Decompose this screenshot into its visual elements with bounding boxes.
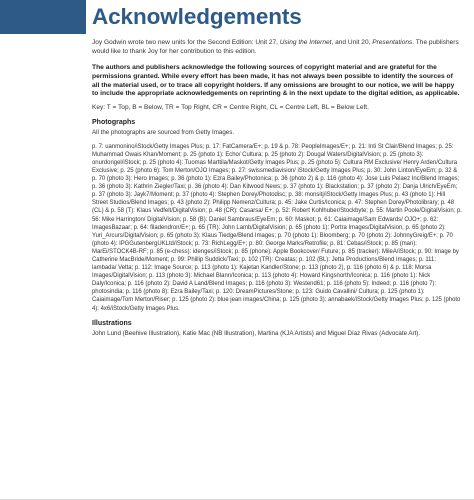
page-corner-tab [0, 0, 86, 34]
page-title: Acknowledgements [92, 4, 302, 29]
photographs-heading: Photographs [92, 119, 136, 127]
intro-paragraph: Joy Godwin wrote two new units for the Second Edition: Unit 27, Using the Internet, and Unit 20, Presentations. The publishers would like to thank Joy for her contribution to this edition. [92, 39, 459, 55]
illustration-credits: John Lund (Beehive Illustration), Katie Mac (NB Illustration), Martina (KJA Artists) and Miguel Díaz Rivas (Advocate Art). [92, 329, 421, 337]
unit-title-presentations: Presentations [372, 39, 413, 46]
illustrations-heading: Illustrations [92, 319, 132, 327]
photo-credits: p. 7: uanmonino/iStock/Getty Images Plus; p. 17: FatCamera/E+; p. 19 & p. 78: PeopleImages/E+; p. 21: Inti St Clair/Blend Images; p. 25: Muhammad Owais Khan/Moment; p. 25 (photo 1): Echo/ Cultura; p. 25 (photo 2): Dougal Waters/DigitalVision; p. 25 (photo 3): onurdongel/iStock; p. 25 (photo 4): Tuomas Marttila/Maskot/Getty Images Plus; p. 25 (photo 5): Cultura RM Exclusive/ Henry Arden/Cultura Exclusive; p. 25 (photo 6): Tom Merton/OJO Images; p. 27: swissmediavision/ iStock/Getty Images Plus; p. 30: John Linton/EyeEm; p. 32 & p. 70 (photo 3): Hero Images; p. 36 (photo 1): Ezra Bailey/Photonica; p. 36 (photo 2) & p. 116 (photo 4): Jose Luis Pelaez Inc/Blend Images; p. 36 (photo 3): Kathrin Ziegler/Taxi; p. 36 (photo 4): Dan Kitwood News; p. 37 (photo 1): Blackstation; p. 37 (photo 2): Danja Ulrich/EyeEm; p. 37 (photo 3): Jayk7/Moment; p. 37 (photo 4): Stephen Dorey/Photodisc; p. 38: monsitj/iStock/Getty Images Plus; p. 43 (photo 1): Hill Street Studios/Blend Images; p. 43 (photo 2): Philipp Nemenz/Cultura; p. 45: Jake Curtis/Iconica; p. 47: Stephen Dorey/Photolibrary; p. 48 (CL) & p. 58 (T): Klaus Vedfelt/DigitalVision; p. 48 (CR): Casarsa/ E+; p. 52: Robert Kohlhuber/Stockbyte; p. 55: Martin Poole/DigitalVision; p. 56: Mike Harrington/ DigitalVision; p. 58 (B): Daniel Sambraus/EyeEm; p. 60: Maskot; p. 61: Caiaimage/Sam Edwards/ OJO+; p. 62: ImagesBazaar; p. 64: filadendron/E+; p. 65 (TR): John Lamb/DigitalVision; p. 65 (photo 1): Portra Images/DigitalVision; p. 65 (photo 2): Yuri_Arcurs/DigitalVision; p. 65 (photo 3): Klaus Tiedge/Blend Images; p. 70 (photo 1): Bloomberg; p. 70 (photo 2): JohnnyGreig/E+; p. 70 (photo 4): IPGGutenbergUKLtd/iStock; p. 73: RichLegg/E+; p. 80: George Marks/Retrofile; p. 81: Cebas/iStock; p. 85 (man): MarEi/STOCK4B-RF; p. 85 (e-chess): idenges/iStock; p. 85 (phone): Apple Bookcover/ Future; p. 85 (tracker): MileA/iStock; p. 90: Image by Catherine MacBride/Moment; p. 99: Phillip Suddick/Taxi; p. 102 (TR): Creatas; p. 102 (BL): Jetta Productions/Blend Images; p. 111: lambada/ Vetta; p. 112: Image Source; p. 113 (photo 1): Kajetan Kandler/Stone; p. 113 (photo 2), p. 116 (photo 6) & p. 118: Morsa Images/DigitalVision; p. 113 (photo 3): Michael Blann/Iconica; p. 113 (photo 4): Howard Kingsnorth/Iconica; p. 116 (photo 1): Nick Daly/Iconica; p. 116 (photo 2): David A Land/Blend Images; p. 116 (photo 3): Westend61; p. 116 (photo 5): Indeed; p. 116 (photo 7): photosindia; p. 116 (photo 8): Ezra Bailey/Taxi; p. 120: DreamPictures/Stone; p. 123: Guido Cavallini/ Cultura; p. 125 (photo 1): Caiaimage/Tom Merton/Riser; p. 125 (photo 2): blue jean images/China; p. 125 (photo 3): annabaek/iStock/Getty Images Plus; p. 125 (photo 4): 4x6/iStock/Getty Images Plus. [92, 143, 462, 312]
photographs-source: All the photographs are sourced from Getty Images. [92, 129, 235, 137]
unit-title-internet: Using the Internet [279, 39, 332, 46]
position-key: Key: T = Top, B = Below, TR = Top Right, CR = Centre Right, CL = Centre Left, BL = Below Left. [92, 104, 369, 112]
copyright-acknowledgement: The authors and publishers acknowledge the following sources of copyright material and are grateful for the permissions granted. While every effort has been made, it has not always been possible to identify the sources of all the material used, or to trace all copyright holders. If any omissions are brought to our notice, we will be happy to include the appropriate acknowledgements on reprinting & in the next update to the digital edition, as applicable. [92, 64, 460, 98]
acknowledgements-page [92, 4, 462, 338]
